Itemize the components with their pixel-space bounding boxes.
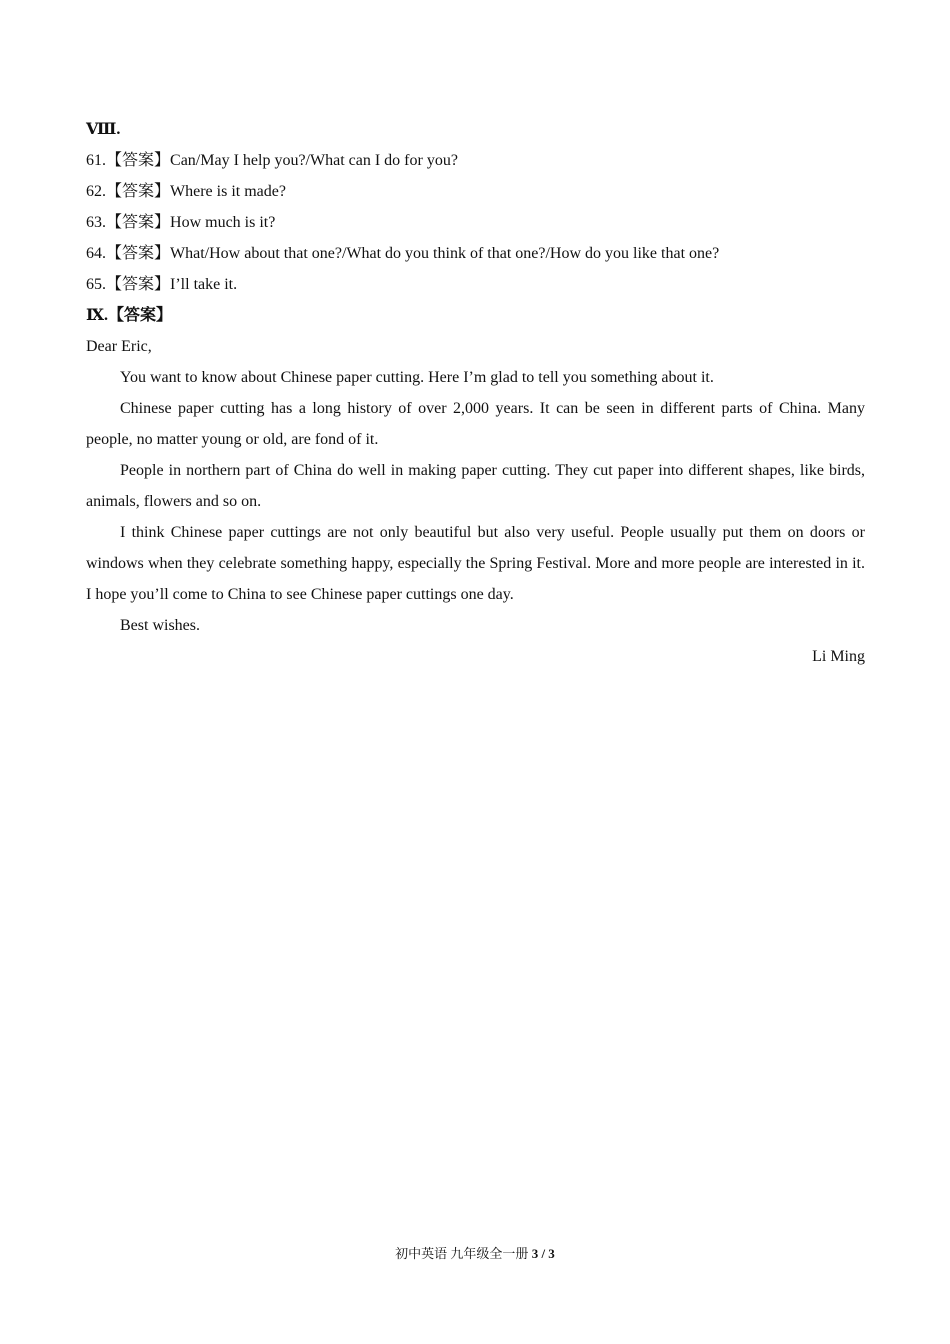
answer-number: 62. (86, 183, 106, 200)
letter-paragraph: I think Chinese paper cuttings are not only beautiful but also very useful. People usually put them on doors or windows when they celebrate something happy, especially the Spring Festival. More and more people are interested in it. I hope you’ll come to China to see Chinese paper cuttings one day. (86, 524, 865, 603)
answer-61 (86, 145, 865, 176)
letter-paragraph: People in northern part of China do well in making paper cutting. They cut paper into different shapes, like birds, animals, flowers and so on. (86, 462, 865, 510)
answer-63 (86, 207, 865, 238)
answer-65 (86, 269, 865, 300)
answer-number: 65. (86, 276, 106, 293)
answer-number: 64. (86, 245, 106, 262)
answer-tag: 【答案】 (106, 276, 171, 293)
letter-paragraph: You want to know about Chinese paper cutting. Here I’m glad to tell you something about it. (120, 369, 714, 386)
letter-greeting: Dear Eric, (86, 338, 152, 355)
letter-signature: Li Ming (812, 648, 865, 665)
answer-text: What/How about that one?/What do you think of that one?/How do you like that one? (170, 245, 720, 262)
answer-number: 61. (86, 152, 106, 169)
answer-tag: 【答案】 (106, 183, 171, 200)
section-8-heading: Ⅷ. (86, 121, 121, 138)
footer-course: 初中英语 九年级全一册 (395, 1246, 529, 1261)
section-9-heading: Ⅸ.【答案】 (86, 307, 173, 324)
answer-62 (86, 176, 865, 207)
page-number: 3 / 3 (531, 1246, 555, 1261)
answer-tag: 【答案】 (106, 214, 171, 231)
document-body (86, 114, 865, 672)
answer-text: Where is it made? (170, 183, 286, 200)
answer-text: How much is it? (170, 214, 276, 231)
answer-text: Can/May I help you?/What can I do for you? (170, 152, 458, 169)
answer-number: 63. (86, 214, 106, 231)
answer-64 (86, 238, 865, 269)
answer-tag: 【答案】 (106, 152, 171, 169)
answer-tag: 【答案】 (106, 245, 171, 262)
letter-paragraph: Chinese paper cutting has a long history of over 2,000 years. It can be seen in different parts of China. Many people, no matter young or old, are fond of it. (86, 400, 865, 448)
letter-closing: Best wishes. (120, 617, 200, 634)
page-footer (0, 1245, 950, 1263)
answer-text: I’ll take it. (170, 276, 238, 293)
